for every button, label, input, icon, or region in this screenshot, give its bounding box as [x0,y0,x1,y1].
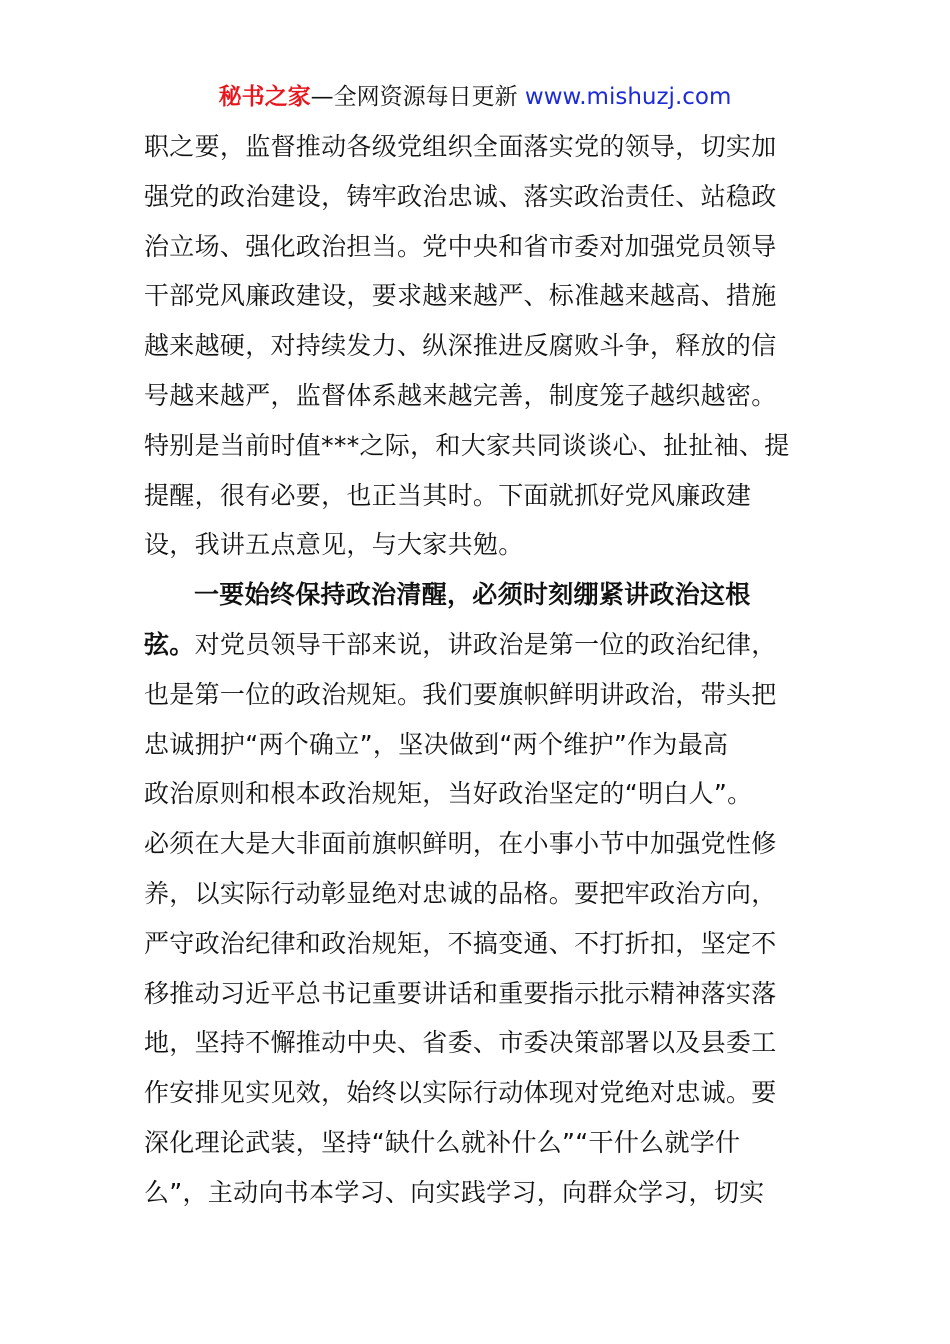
text-line: 必须在大是大非面前旗帜鲜明，在小事小节中加强党性修 [144,829,777,859]
section-heading-end: 弦。 [144,629,195,659]
paragraph-political-awareness [144,570,808,1217]
text-line: 地，坚持不懈推动中央、省委、市委决策部署以及县委工 [144,1028,777,1058]
paragraph-intro [144,122,808,570]
section-heading: 一要始终保持政治清醒，必须时刻绷紧讲政治这根 [194,580,751,610]
site-url-link[interactable]: www.mishuzj.com [524,84,732,110]
text-line: 越来越硬，对持续发力、纵深推进反腐败斗争，释放的信 [144,331,777,361]
text-line: 作安排见实见效，始终以实际行动体现对党绝对忠诚。要 [144,1078,777,1108]
brand-name: 秘书之家 [218,84,311,110]
text-line: 职之要，监督推动各级党组织全面落实党的领导，切实加 [144,132,777,161]
document-body [144,122,808,1218]
text-line: 号越来越严，监督体系越来越完善，制度笼子越织越密。 [144,380,777,410]
text-line: 么”，主动向书本学习、向实践学习，向群众学习，切实 [144,1177,765,1207]
page-header [0,80,950,114]
text-line: 深化理论武装，坚持“缺什么就补什么”“干什么就学什 [144,1127,741,1157]
text-line: 特别是当前时值***之际，和大家共同谈谈心、扯扯袖、提 [144,430,790,460]
text-line: 强党的政治建设，铸牢政治忠诚、落实政治责任、站稳政 [144,181,777,211]
text-line: 干部党风廉政建设，要求越来越严、标准越来越高、措施 [144,281,777,311]
text-line: 治立场、强化政治担当。党中央和省市委对加强党员领导 [144,231,777,261]
text-line: 也是第一位的政治规矩。我们要旗帜鲜明讲政治，带头把 [144,679,777,709]
text-line: 移推动习近平总书记重要讲话和重要指示批示精神落实落 [144,978,777,1008]
text-line: 养，以实际行动彰显绝对忠诚的品格。要把牢政治方向， [144,878,777,908]
text-line-rest: 对党员领导干部来说，讲政治是第一位的政治纪律， [194,629,777,659]
text-line: 政治原则和根本政治规矩，当好政治坚定的“明白人”。 [144,779,753,809]
text-line: 严守政治纪律和政治规矩，不搞变通、不打折扣，坚定不 [144,928,777,958]
text-line: 设，我讲五点意见，与大家共勉。 [144,530,524,560]
text-line: 忠诚拥护“两个确立”，坚决做到“两个维护”作为最高 [144,729,729,759]
header-tagline: —全网资源每日更新 [310,84,525,110]
text-line: 提醒，很有必要，也正当其时。下面就抓好党风廉政建 [144,480,752,510]
text-line [144,620,808,670]
